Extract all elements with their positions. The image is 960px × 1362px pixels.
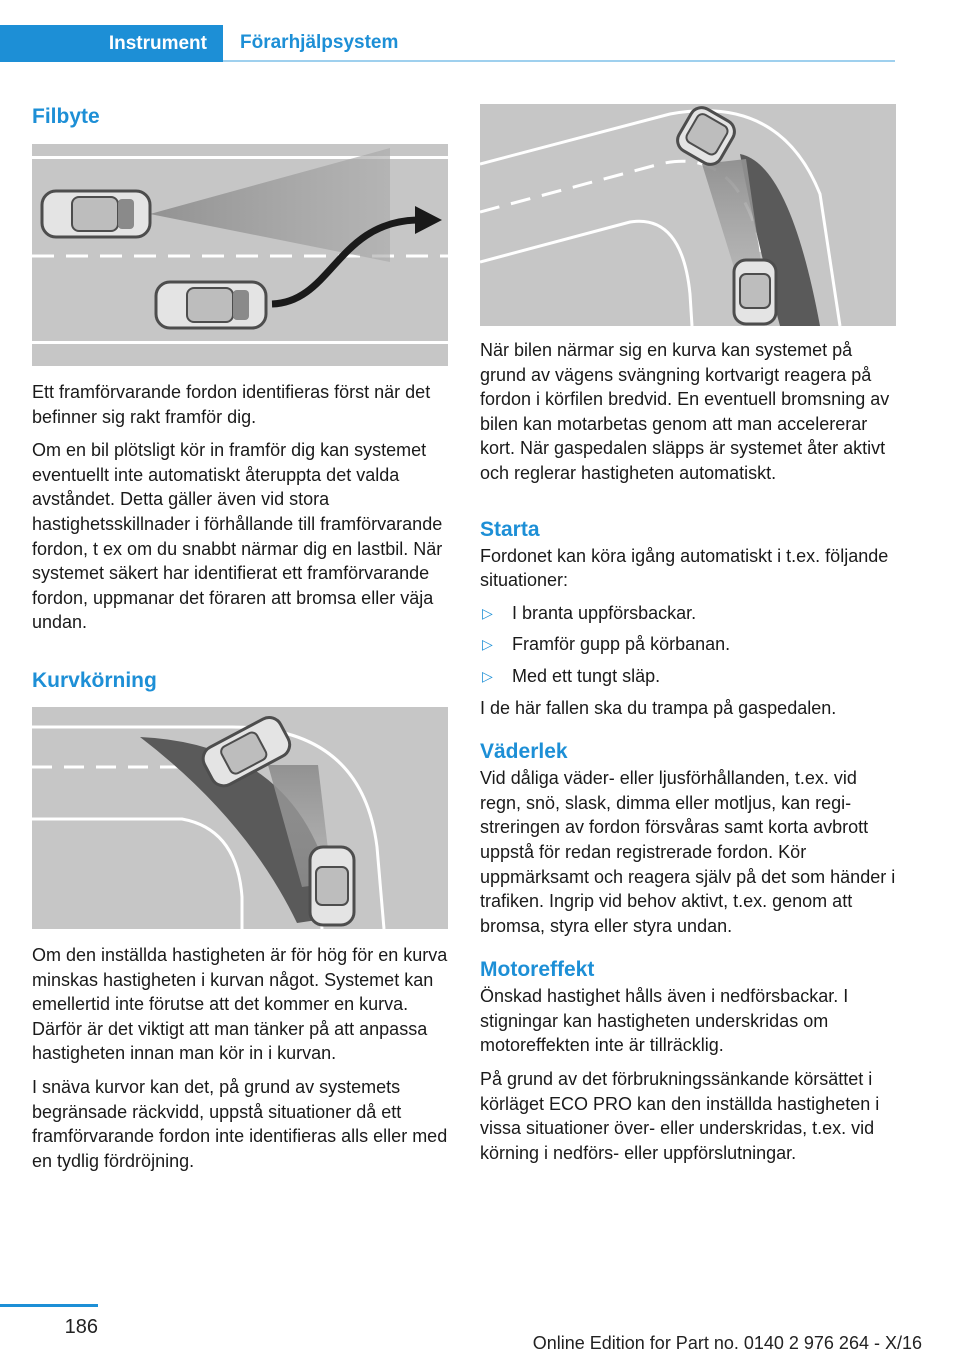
starta-outro: I de här fallen ska du trampa på gaspedalen. xyxy=(480,697,837,718)
right-column xyxy=(480,104,896,1174)
starta-intro: Fordonet kan köra igång automatiskt i t.ex. följande situationer: xyxy=(480,545,889,591)
adjacent-lane-figure xyxy=(480,104,896,326)
tab-instrument[interactable]: Instrument xyxy=(0,25,223,62)
edition-line: Online Edition for Part no. 0140 2 976 264 - X/16 xyxy=(532,1333,922,1353)
lane-change-figure xyxy=(32,144,448,366)
motoreffekt-paragraph-1: Önskad hastighet hålls även i nedförsbackar. I stigningar kan hastigheten underskridas om motoreffekten inte är tillräcklig. xyxy=(480,986,849,1056)
heading-vaderlek: Väderlek xyxy=(480,740,568,764)
kurv-paragraph-1: Om den inställda hastigheten är för hög för en kurva minskas hastigheten i kurvan något. Systemet kan emellertid inte förutse att det kommer en kurva. Därför är det viktigt att man tänker på att anpassa hastigheten innan man kör in i kurvan. xyxy=(32,944,448,1064)
starta-list xyxy=(480,601,896,689)
heading-filbyte: Filbyte xyxy=(32,105,100,128)
car-own-icon xyxy=(156,282,266,328)
kurv-paragraph-2: I snäva kurvor kan det, på grund av systemets begränsade räckvidd, uppstå situationer då ett framförvarande fordon inte identifieras alls eller med en tydlig fördröjning. xyxy=(32,1076,448,1171)
page-header xyxy=(0,25,895,62)
vaderlek-paragraph: Vid dåliga väder- eller ljusförhållanden, t.ex. vid regn, snö, slask, dimma eller motljus, kan registreringen av fordon försvåras samt korta avbrott uppstå för redan registrerade fordon. Kör uppmärksamt och reagera själv på det som händer i trafiken. Ingrip vid behov aktivt, t.ex. genom att bromsa, styra eller styra undan. xyxy=(480,768,896,936)
triangle-right-icon: ▷ xyxy=(482,636,493,653)
triangle-right-icon: ▷ xyxy=(482,667,493,684)
filbyte-paragraph-2: Om en bil plötsligt kör in framför dig kan systemet eventuellt inte automatiskt återuppta det valda avståndet. Detta gäller även vid stora hastighetsskillnader i förhållande till framförvarande fordon, t ex om du snabbt närmar dig en lastbil. När systemet säkert har identifierat ett framförvarande fordon, uppmanar det föraren att bromsa eller väja undan. xyxy=(32,440,443,633)
car-adjacent-icon xyxy=(734,260,776,324)
filbyte-paragraph-1: Ett framförvarande fordon identifieras först när det befinner sig rakt framför dig. xyxy=(32,382,431,427)
heading-kurvkorning: Kurvkörning xyxy=(32,668,157,692)
list-item: ▷ Framför gupp på körbanan. xyxy=(480,632,896,657)
page-number: 186 xyxy=(64,1316,98,1338)
curve-figure xyxy=(32,707,448,929)
car-ahead-icon xyxy=(42,191,150,237)
list-item: ▷ I branta uppförsbackar. xyxy=(480,601,896,626)
list-item: ▷ Med ett tungt släp. xyxy=(480,664,896,689)
motoreffekt-paragraph-2: På grund av det förbrukningssänkande körsättet i körläget ECO PRO kan den inställda hastigheten i vissa situationer över- eller underskridas, t.ex. vid körning i nedförs- eller uppförslutningar. xyxy=(480,1069,880,1163)
left-column xyxy=(32,101,448,1182)
heading-motoreffekt: Motoreffekt xyxy=(480,958,595,982)
tab-forarhjalpsystem[interactable]: Förarhjälpsystem xyxy=(223,25,895,62)
heading-starta: Starta xyxy=(480,517,540,541)
triangle-right-icon: ▷ xyxy=(482,604,493,621)
footer-rule xyxy=(0,1304,98,1307)
curve-paragraph: När bilen närmar sig en kurva kan systemet på grund av vägens svängning kortvarigt reagera på fordon i körfilen bredvid. En eventuell bromsning av bilen kan motarbetas genom att man accelererar kort. När gaspedalen släpps är systemet åter aktivt och reglerar hastigheten automatiskt. xyxy=(480,340,890,483)
car-ahead-curve-icon xyxy=(310,847,354,925)
